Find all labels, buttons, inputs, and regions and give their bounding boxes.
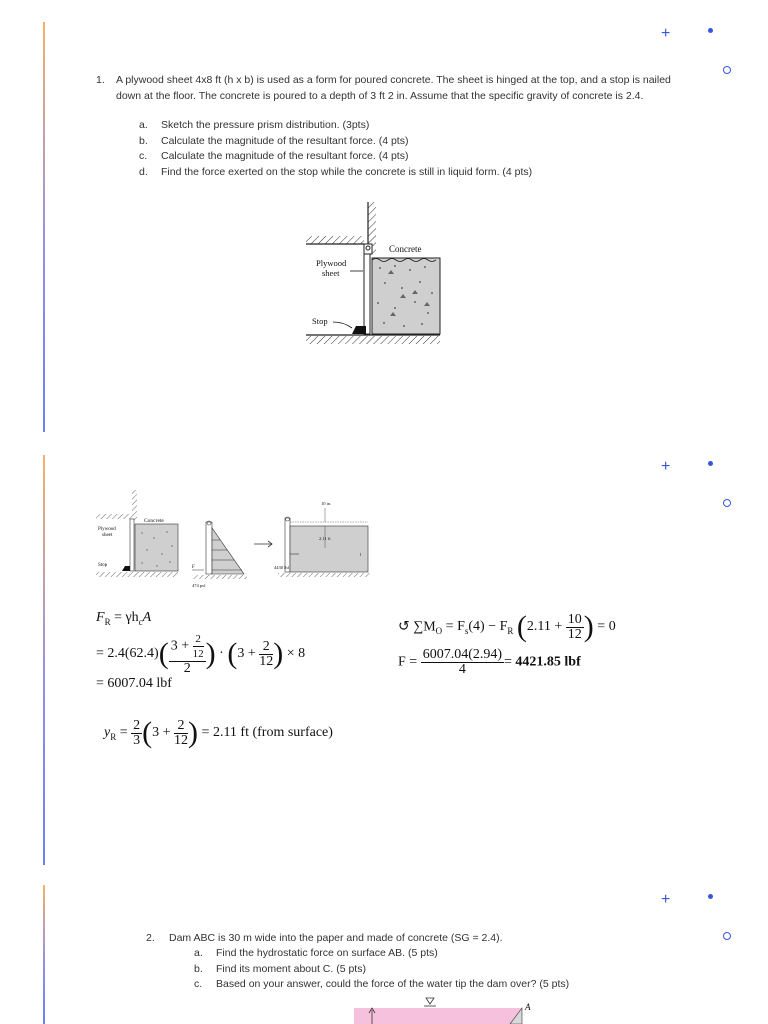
svg-text:10 in.: 10 in. (321, 501, 332, 506)
circle-icon[interactable] (723, 66, 731, 74)
svg-text:2.11 ft: 2.11 ft (319, 536, 331, 541)
list-item: a. Find the hydrostatic force on surface AB. (5 pts) (194, 947, 438, 959)
equation-substitution: = 2.4(62.4)( 3 + $\frac{2}{12}$ 2 ) · (3 + $\frac{2}{12}$ ) × 8 (96, 633, 306, 676)
figure-label-plywood: Plywood (316, 258, 347, 268)
svg-text:F: F (192, 565, 195, 570)
dam-figure (350, 996, 540, 1024)
equation-center-of-pressure: $y_R$ = $\frac{2}{3}$ (3 + $\frac{2}{12}$ ) = 2.11 ft (from surface) (104, 716, 333, 749)
final-answer: 4421.85 lbf (515, 654, 581, 670)
list-item: a. Sketch the pressure prism distribution. (3pts) (139, 119, 370, 131)
dot-icon[interactable] (708, 894, 713, 899)
svg-text:Stop: Stop (98, 563, 108, 568)
page-accent-bar (43, 885, 45, 1024)
equation-stop-force: F = $\frac{6007.04(2.94)}{4}$ = 4421.85 lbf (398, 647, 581, 677)
list-item: b. Find its moment about C. (5 pts) (194, 962, 366, 975)
problem-statement: A plywood sheet 4x8 ft (h x b) is used as a form for poured concrete. The sheet is hinged at the top, and a stop is nailed down at the floor. The concrete is poured to a depth of 3 ft 2 in. Assume that the specific gravity of concrete is 2.4. (116, 74, 671, 102)
add-icon[interactable]: + (661, 25, 671, 42)
svg-text:l: l (360, 552, 362, 557)
solution-figure (92, 488, 382, 593)
figure-label-stop: Stop (312, 316, 328, 326)
figure-label-sheet: sheet (322, 268, 340, 278)
equation-resultant: $F_R = \gamma h_cA$ (96, 610, 152, 627)
dot-icon[interactable] (708, 28, 713, 33)
circle-icon[interactable] (723, 932, 731, 940)
problem-statement: Dam ABC is 30 m wide into the paper and made of concrete (SG = 2.4). (169, 932, 503, 944)
list-item: d. Find the force exerted on the stop while the concrete is still in liquid form. (4 pts) (139, 165, 533, 178)
svg-text:4430 lbf: 4430 lbf (274, 565, 290, 570)
dot-icon[interactable] (708, 461, 713, 466)
problem-number: 1. (96, 74, 105, 86)
list-item: b. Calculate the magnitude of the resultant force. (4 pts) (139, 134, 409, 147)
problem-parts (194, 946, 674, 993)
problem-parts (139, 118, 659, 180)
list-item: c. Based on your answer, could the force of the water tip the dam over? (5 pts) (194, 978, 570, 990)
problem-number: 2. (146, 932, 155, 944)
page-accent-bar (43, 455, 45, 865)
equation-result: = 6007.04 lbf (96, 676, 172, 691)
plywood-form-figure (300, 198, 445, 348)
svg-text:474 psf: 474 psf (192, 583, 206, 588)
svg-text:Concrete: Concrete (144, 518, 164, 524)
figure-label-concrete: Concrete (389, 244, 422, 254)
add-icon[interactable]: + (661, 458, 671, 475)
equation-moment: ↺ $\sum M_O = F_s(4) - F_R$ (2.11 + $\frac{10}{12}$ ) = 0 (398, 610, 616, 643)
svg-text:sheet: sheet (102, 533, 113, 538)
svg-text:Plywood: Plywood (98, 527, 116, 532)
dam-label-a: A (525, 1002, 531, 1012)
circle-icon[interactable] (723, 499, 731, 507)
list-item: c. Calculate the magnitude of the resultant force. (4 pts) (139, 150, 409, 162)
page-accent-bar (43, 22, 45, 432)
add-icon[interactable]: + (661, 891, 671, 908)
